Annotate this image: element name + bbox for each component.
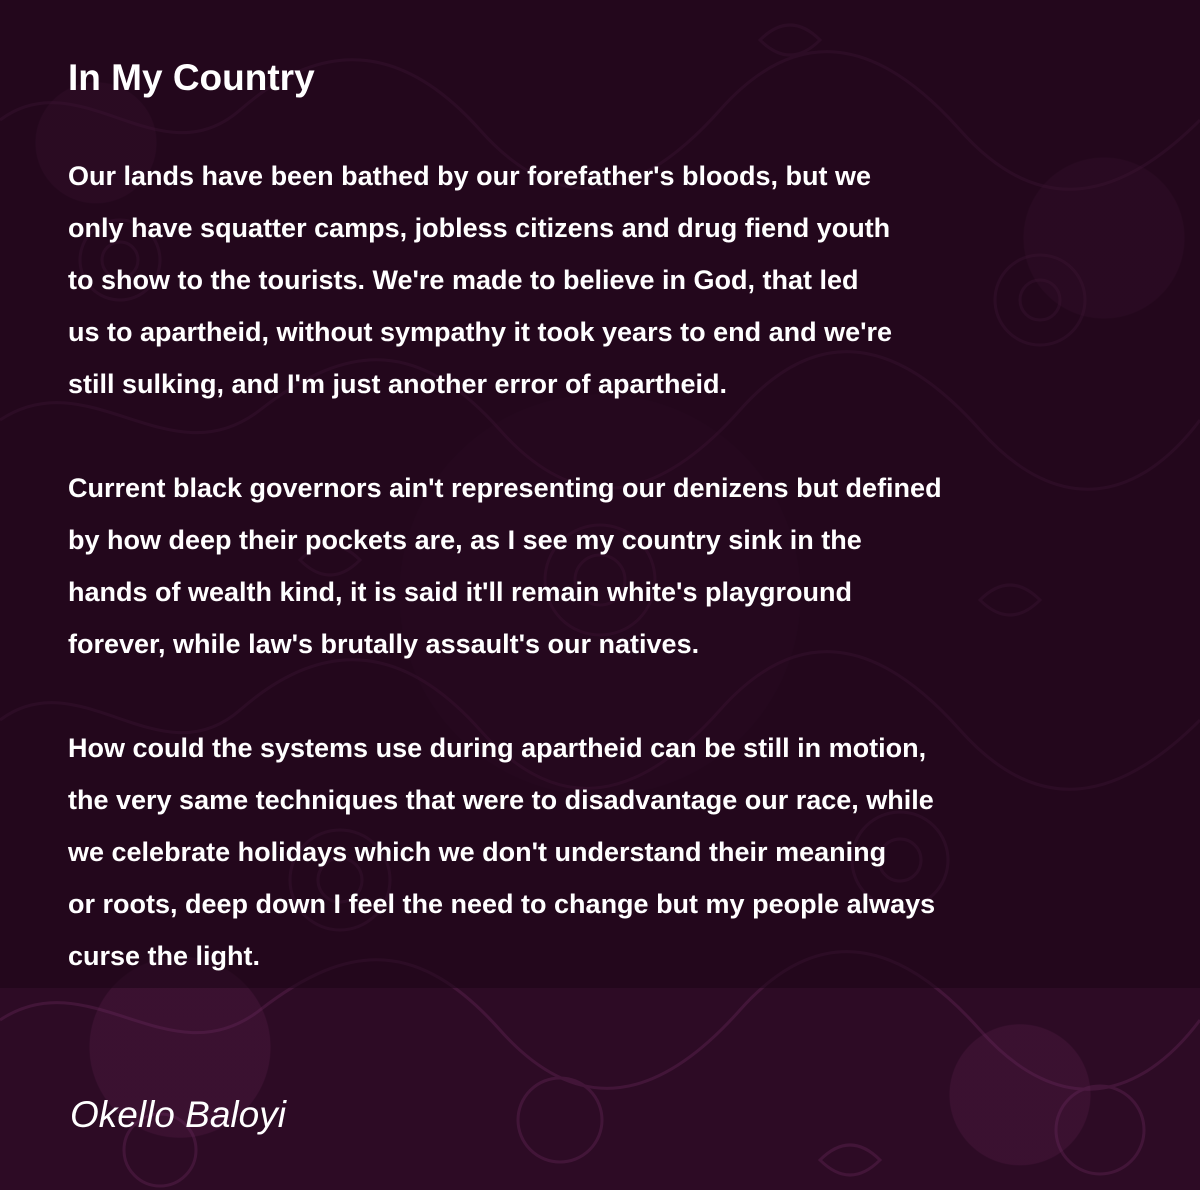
poem-line: by how deep their pockets are, as I see my country sink in the xyxy=(68,525,862,555)
poem-line: us to apartheid, without sympathy it took years to end and we're xyxy=(68,317,893,347)
poem-line: Current black governors ain't representing our denizens but defined xyxy=(68,473,942,503)
poem-title: In My Country xyxy=(68,57,315,98)
poem-stanza-2 xyxy=(68,462,942,670)
poem-line: the very same techniques that were to disadvantage our race, while xyxy=(68,785,934,815)
poem-line: to show to the tourists. We're made to believe in God, that led xyxy=(68,265,859,295)
poem-author: Okello Baloyi xyxy=(70,1094,286,1135)
poem-stanza-3 xyxy=(68,722,935,982)
poem-stanza-1 xyxy=(68,150,892,410)
poem-line: forever, while law's brutally assault's our natives. xyxy=(68,629,700,659)
poem-line: Our lands have been bathed by our forefather's bloods, but we xyxy=(68,161,872,191)
poem-line: still sulking, and I'm just another error of apartheid. xyxy=(68,369,728,399)
poem-line: or roots, deep down I feel the need to change but my people always xyxy=(68,889,936,919)
poem-line: only have squatter camps, jobless citizens and drug fiend youth xyxy=(68,213,891,243)
poem-line: hands of wealth kind, it is said it'll remain white's playground xyxy=(68,577,852,607)
poem-line: curse the light. xyxy=(68,941,261,971)
poem-line: we celebrate holidays which we don't understand their meaning xyxy=(68,837,887,867)
poem-line: How could the systems use during apartheid can be still in motion, xyxy=(68,733,927,763)
